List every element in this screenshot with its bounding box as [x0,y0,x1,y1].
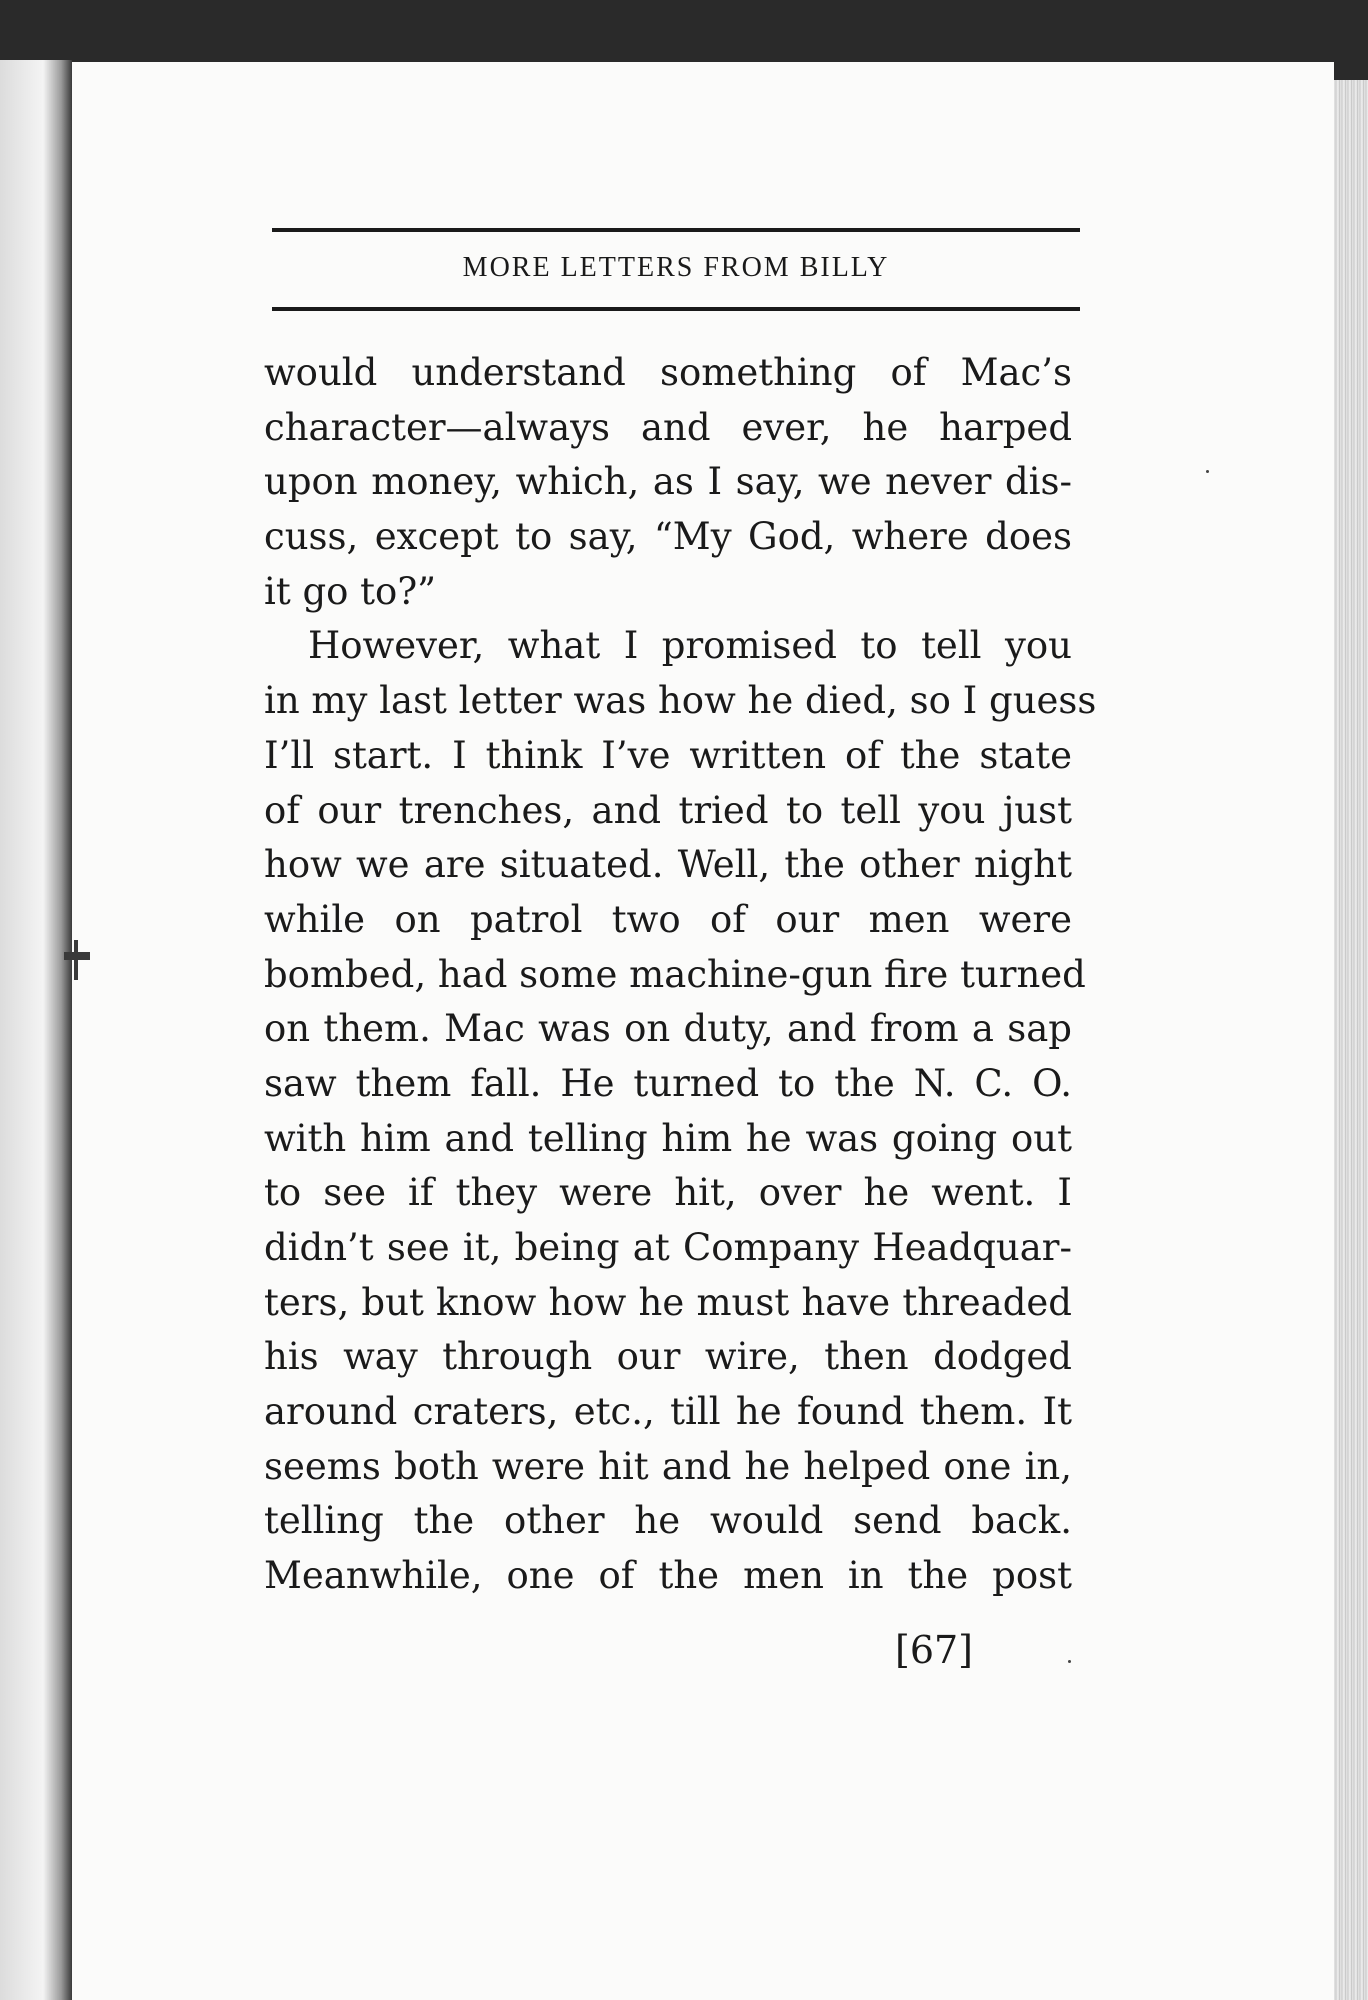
text-line: Meanwhile, one of the men in the post [264,1554,1072,1598]
page-stack-edge [1334,80,1368,2000]
text-line: to see if they were hit, over he went. I [264,1171,1072,1215]
text-line: seems both were hit and he helped one in, [264,1444,1072,1488]
text-line: bombed, had some machine-gun fire turned [264,952,1086,996]
text-line: saw them fall. He turned to the N. C. O. [264,1061,1072,1105]
text-line: how we are situated. Well, the other night [264,843,1072,887]
body-text [264,346,1097,1604]
left-page-edge [0,60,72,2000]
text-line: upon money, which, as I say, we never dis- [264,460,1072,504]
text-line: ters, but know how he must have threaded [264,1280,1072,1324]
text-line: However, what I promised to tell you [308,624,1072,668]
text-line: it go to?” [264,569,437,613]
text-line: character—always and ever, he harped [264,405,1072,449]
header-rule-bottom [272,307,1080,311]
text-line: on them. Mac was on duty, and from a sap [264,1007,1072,1051]
page-number: [67] [895,1628,974,1672]
text-line: telling the other he would send back. [264,1499,1072,1543]
text-line: in my last letter was how he died, so I guess [264,679,1097,723]
paper-speck [1206,470,1209,473]
text-line: his way through our wire, then dodged [264,1335,1072,1379]
running-head: MORE LETTERS FROM BILLY [462,252,890,283]
text-line: of our trenches, and tried to tell you just [264,788,1072,832]
text-line: while on patrol two of our men were [264,897,1072,941]
header-rule-top [272,228,1080,232]
text-line: didn’t see it, being at Company Headquar- [264,1226,1072,1269]
text-line: around craters, etc., till he found them. It [264,1390,1072,1434]
text-line: with him and telling him he was going out [264,1116,1072,1160]
text-line: would understand something of Mac’s [264,351,1072,394]
text-line: I’ll start. I think I’ve written of the state [264,733,1072,777]
margin-mark-vertical [74,940,78,980]
paper-speck [1068,1660,1071,1663]
text-line: cuss, except to say, “My God, where does [264,515,1072,559]
